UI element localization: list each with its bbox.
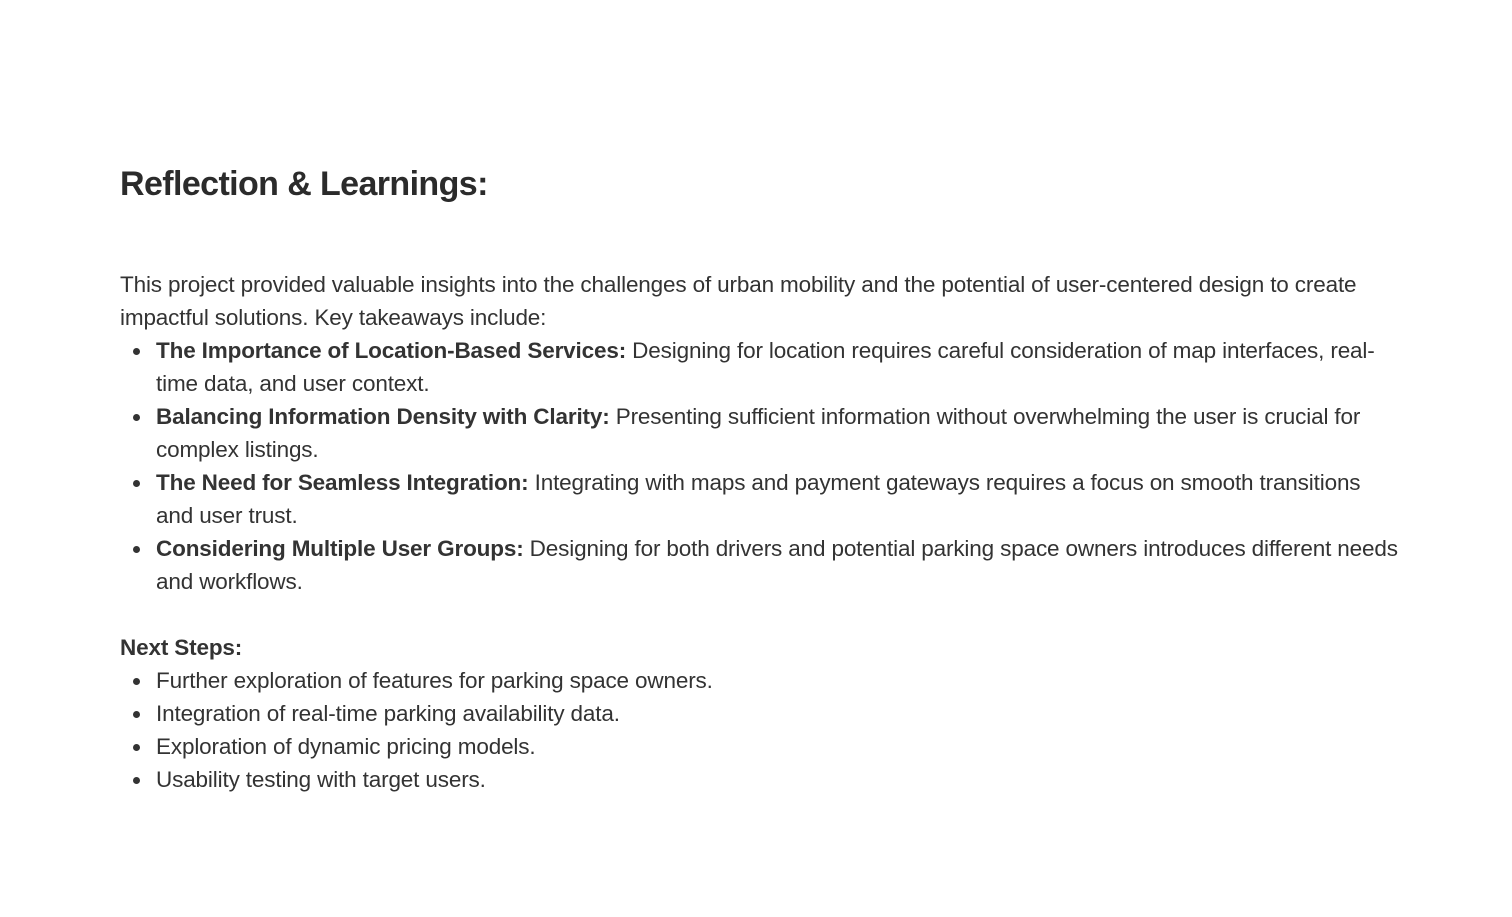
next-step-item: Further exploration of features for parking space owners. xyxy=(156,664,1400,697)
takeaway-item xyxy=(156,400,1400,466)
next-steps-list xyxy=(120,664,1400,796)
reflection-section xyxy=(120,160,1400,796)
takeaway-item xyxy=(156,334,1400,400)
takeaway-heading: Balancing Information Density with Clarity: xyxy=(156,404,610,429)
next-step-item: Exploration of dynamic pricing models. xyxy=(156,730,1400,763)
takeaway-text: Integrating with maps and payment gateways requires a focus on smooth transitions and user trust. xyxy=(156,470,1361,528)
next-step-item: Integration of real-time parking availability data. xyxy=(156,697,1400,730)
next-steps-heading: Next Steps: xyxy=(120,635,243,660)
takeaway-heading: The Need for Seamless Integration: xyxy=(156,470,529,495)
intro-paragraph: This project provided valuable insights into the challenges of urban mobility and the potential of user-centered design to create impactful solutions. Key takeaways include: xyxy=(120,272,1357,330)
next-step-item: Usability testing with target users. xyxy=(156,763,1400,796)
page-title: Reflection & Learnings: xyxy=(120,165,488,203)
takeaway-item xyxy=(156,532,1400,598)
takeaways-list xyxy=(120,334,1400,598)
takeaway-text: Designing for location requires careful consideration of map interfaces, real-time data, and user context. xyxy=(156,338,1375,396)
takeaway-text: Designing for both drivers and potential parking space owners introduces different needs and workflows. xyxy=(156,536,1398,594)
takeaway-text: Presenting sufficient information without overwhelming the user is crucial for complex listings. xyxy=(156,404,1361,462)
takeaway-heading: Considering Multiple User Groups: xyxy=(156,536,524,561)
takeaway-heading: The Importance of Location-Based Services: xyxy=(156,338,627,363)
takeaway-item xyxy=(156,466,1400,532)
